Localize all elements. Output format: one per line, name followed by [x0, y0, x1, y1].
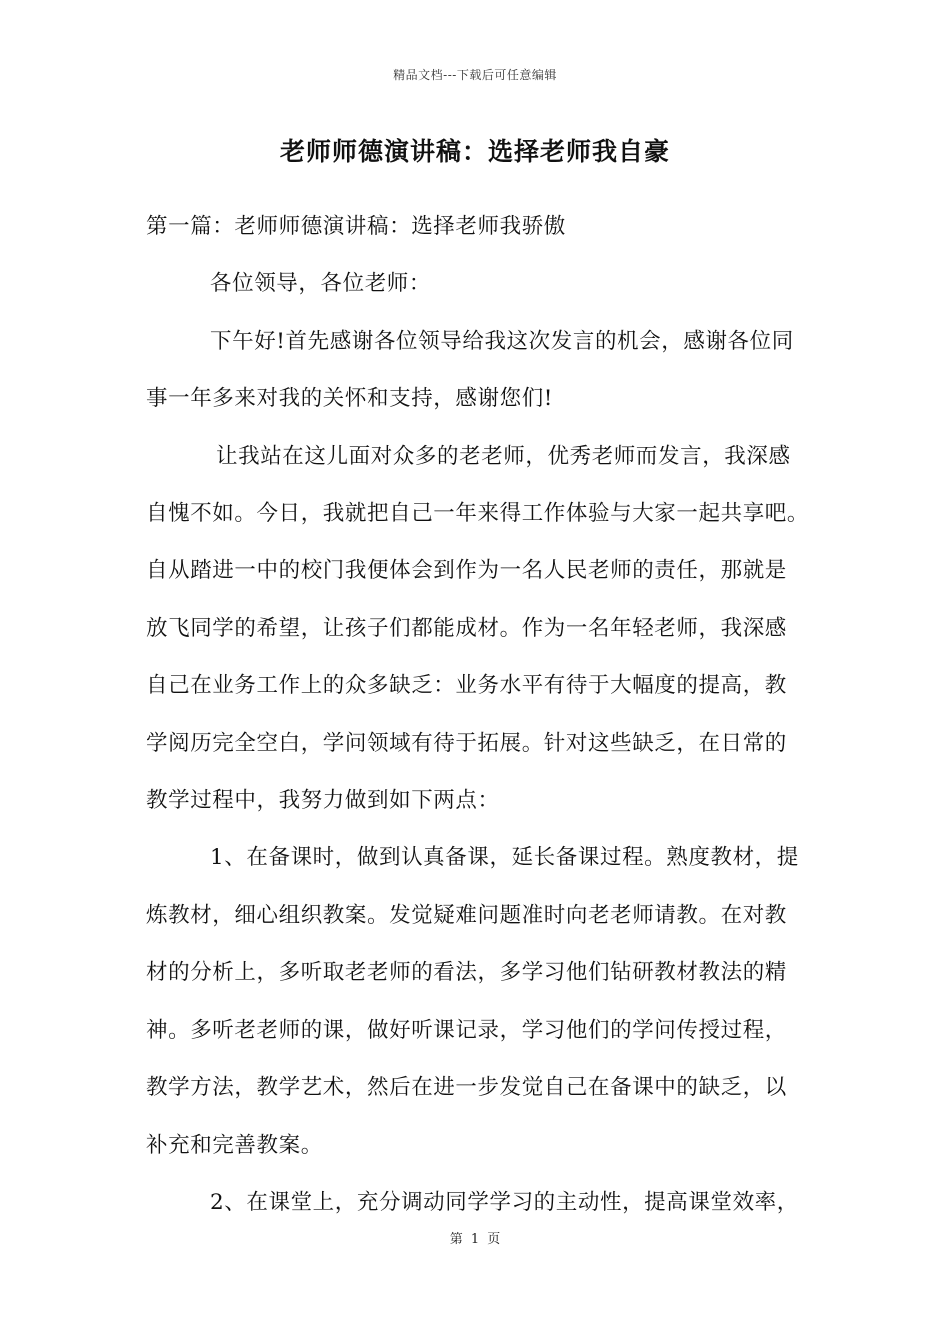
text-line: 让我站在这儿面对众多的老老师，优秀老师而发言，我深感 — [216, 443, 791, 469]
page-number: 第 1 页 — [449, 1232, 501, 1247]
document-body — [146, 198, 810, 1231]
text-line: 自从踏进一中的校门我便体会到作为一名人民老师的责任，那就是 — [146, 558, 787, 584]
text-line: 教学方法，教学艺术，然后在进一步发觉自己在备课中的缺乏，以 — [146, 1075, 787, 1101]
text-line: 下午好!首先感谢各位领导给我这次发言的机会，感谢各位同 — [210, 328, 794, 354]
salutation: 各位领导，各位老师： — [210, 271, 432, 297]
text-line: 学阅历完全空白，学问领域有待于拓展。针对这些缺乏，在日常的 — [146, 730, 787, 756]
section-heading: 第一篇：老师师德演讲稿：选择老师我骄傲 — [146, 214, 566, 239]
text-line: 1、在备课时，做到认真备课，延长备课过程。熟度教材，提 — [210, 845, 799, 871]
text-line: 事一年多来对我的关怀和支持，感谢您们! — [146, 386, 554, 412]
text-line: 自愧不如。今日，我就把自己一年来得工作体验与大家一起共享吧。 — [146, 501, 810, 527]
text-line: 2、在课堂上，充分调动同学学习的主动性，提高课堂效率， — [210, 1189, 799, 1215]
text-line: 炼教材，细心组织教案。发觉疑难问题准时向老老师请教。在对教 — [146, 902, 787, 928]
text-line: 神。多听老老师的课，做好听课记录，学习他们的学问传授过程， — [146, 1017, 787, 1043]
text-line: 放飞同学的希望，让孩子们都能成材。作为一名年轻老师，我深感 — [146, 615, 787, 641]
text-line: 材的分析上，多听取老老师的看法，多学习他们钻研教材教法的精 — [146, 960, 787, 986]
document-title: 老师师德演讲稿：选择老师我自豪 — [279, 137, 670, 166]
text-line: 自己在业务工作上的众多缺乏：业务水平有待于大幅度的提高，教 — [146, 673, 787, 699]
text-line: 教学过程中，我努力做到如下两点： — [146, 788, 500, 814]
header-note: 精品文档---下载后可任意编辑 — [393, 68, 557, 82]
text-line: 补充和完善教案。 — [146, 1132, 323, 1158]
